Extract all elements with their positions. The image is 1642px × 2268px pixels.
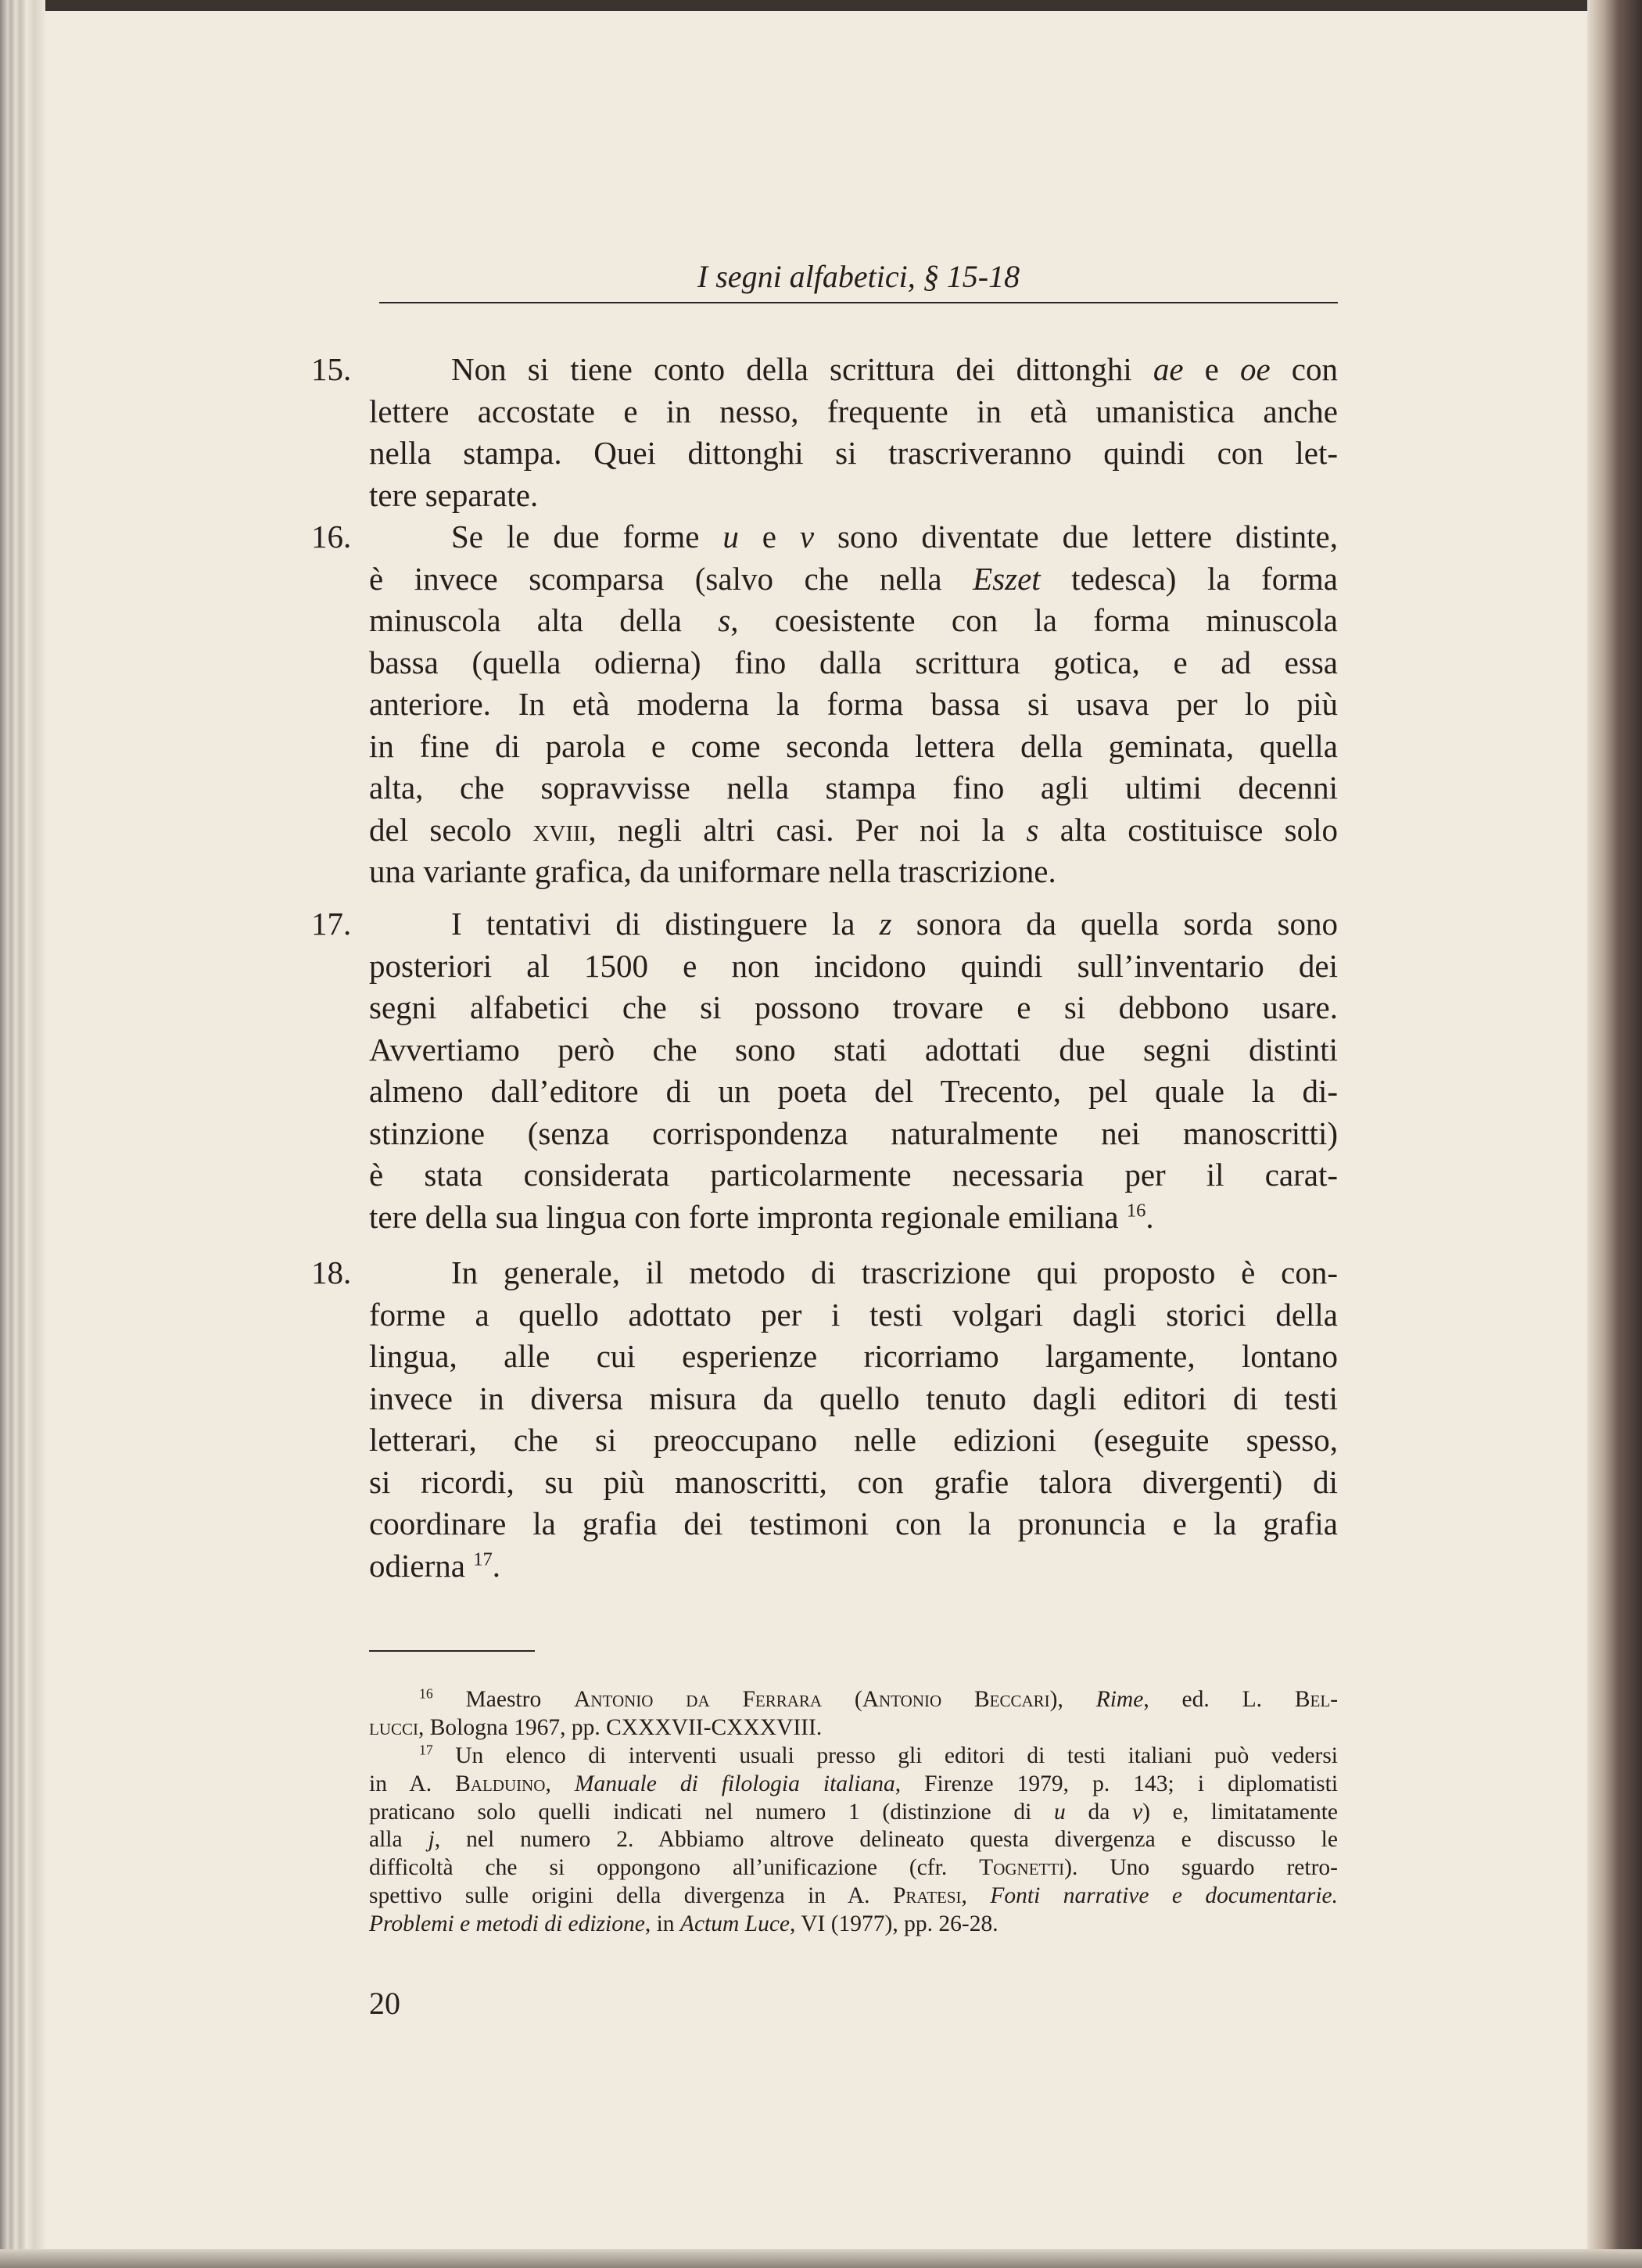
text-line [369,1336,1338,1378]
text-run: spettivo sulle origini della divergenza in A. [369,1882,893,1908]
paragraph-18 [311,1252,1338,1587]
text-run: Actum Luce [679,1911,791,1936]
text-line [369,475,1338,517]
footnote-reference: 17 [473,1548,493,1570]
text-run: bassa (quella odierna) fino dalla scrittura gotica, e ad essa [369,644,1338,680]
text-run: forme a quello adottato per i testi volgari dagli storici della [369,1296,1338,1333]
text-run: letterari, che si preoccupano nelle edizioni (eseguite spesso, [369,1422,1338,1458]
text-run: da [1065,1799,1133,1825]
text-line [369,946,1338,988]
book-binding-right-edge [1587,0,1642,2268]
text-line [369,349,1338,391]
footnote [369,1686,1338,1742]
text-run: e [1183,351,1240,387]
text-run: Eszet [973,560,1041,597]
text-run: v [1132,1799,1143,1825]
text-line [369,1882,1338,1911]
text-run: Problemi e metodi di edizione [369,1911,645,1936]
text-run: lucci [369,1714,418,1740]
text-run: con [1270,351,1338,387]
text-run: ). Uno sguardo retro- [1064,1855,1338,1881]
text-run: coordinare la grafia dei testimoni con la pronuncia e la grafia [369,1505,1338,1541]
text-run: u [722,519,739,554]
text-run: , in [644,1911,680,1936]
text-line [369,1029,1338,1071]
page-number: 20 [369,1986,400,2021]
text-run: in fine di parola e come seconda lettera della geminata, quella [369,727,1338,764]
text-run: difficoltà che si oppongono all’unificazione (cfr. [369,1855,980,1881]
text-run: Manuale di filologia italiana [574,1771,895,1796]
text-run: segni alfabetici che si possono trovare e si debbono usare. [369,989,1338,1025]
footnote-reference: 17 [419,1742,433,1758]
paragraph-17 [311,903,1338,1238]
paragraph-16 [311,516,1339,893]
text-run: è invece scomparsa (salvo che nella [369,560,973,597]
text-line [369,1771,1338,1799]
text-run: in A. [369,1771,456,1796]
text-line [369,642,1338,684]
text-run: minuscola alta della [369,602,719,638]
text-run: ( [822,1687,862,1712]
text-run: ), [1049,1687,1096,1712]
text-line [369,1419,1338,1462]
footnote-rule [369,1650,535,1652]
text-run: Un elenco di interventi usuali presso gli editori di testi italiani può vedersi [432,1743,1338,1768]
text-run: Bel- [1294,1687,1339,1712]
text-line [369,1294,1338,1337]
text-line [369,1503,1338,1545]
text-run: , Bologna 1967, pp. CXXXVII-CXXXVIII. [418,1714,823,1740]
text-run: si ricordi, su più manoscritti, con grafie talora divergenti) di [369,1463,1338,1500]
text-line [369,516,1338,558]
text-run: è stata considerata particolarmente necessaria per il carat- [369,1157,1338,1193]
text-run: Tognetti [979,1855,1065,1881]
text-run: una variante grafica, da uniformare nella trascrizione. [369,853,1056,889]
text-run: Balduino [455,1771,546,1796]
running-head: I segni alfabetici, § 15-18 [697,259,1020,294]
text-run: , negli altri casi. Per noi la [588,811,1027,848]
text-run: Avvertiamo però che sono stati adottati due segni distinti [369,1031,1338,1068]
text-run: , nel numero 2. Abbiamo altrove delineato questa divergenza e discusso le [434,1827,1338,1853]
text-run: s [718,602,731,638]
text-run: . [1145,1198,1154,1235]
text-line [369,767,1338,809]
text-run: tere della sua lingua con forte impronta regionale emiliana [369,1198,1127,1235]
text-run: oe [1239,351,1271,387]
text-run: Se le due forme [451,519,723,554]
text-line [369,1462,1338,1504]
text-line [369,851,1338,893]
text-line [369,391,1338,433]
text-line [369,1854,1338,1882]
paragraph-number: 18. [311,1254,352,1290]
paragraph-15 [311,349,1338,516]
text-line [369,600,1338,642]
text-run: stinzione (senza corrispondenza naturalmente nei manoscritti) [369,1114,1338,1151]
text-run: lettere accostate e in nesso, frequente in età umanistica anche [369,393,1338,429]
text-run: v [799,519,815,554]
text-run: Maestro [432,1687,575,1712]
text-line [369,1378,1338,1420]
text-run: , coesistente con la forma minuscola [730,602,1338,638]
text-run: nella stampa. Quei dittonghi si trascriveranno quindi con let- [369,435,1338,471]
text-run: anteriore. In età moderna la forma bassa si usava per lo più [369,686,1338,722]
text-line [369,1714,1338,1742]
text-run: . [492,1547,501,1584]
text-run: s [1026,811,1039,848]
text-run: , [961,1882,991,1908]
text-run: sonora da quella sorda sono [891,906,1338,942]
text-run: z [879,906,892,942]
text-run: e [738,519,800,554]
text-line [369,1826,1338,1854]
text-line [369,726,1338,768]
text-run: , ed. L. [1143,1687,1295,1712]
paragraph-number: 15. [311,351,352,387]
text-run: ae [1153,351,1184,387]
text-line [369,1154,1338,1197]
text-line [369,1742,1338,1771]
text-line [369,558,1338,601]
paragraph-number: 17. [311,906,352,942]
text-run: alta, che sopravvisse nella stampa fino agli ultimi decenni [369,770,1338,806]
text-run: Antonio Beccari [862,1687,1050,1712]
page-stack-left-edge [0,0,45,2268]
text-line [369,903,1338,946]
footnote [369,1742,1338,1939]
text-run: u [1054,1799,1066,1825]
text-line [369,1252,1338,1294]
text-run: del secolo [369,811,533,848]
text-run: almeno dall’editore di un poeta del Trecento, pel quale la di- [369,1073,1338,1109]
text-line [369,1113,1338,1155]
text-line [369,1545,1338,1588]
text-run: , [545,1771,575,1796]
page-bottom-edge [0,2249,1642,2268]
text-run: , Firenze 1979, p. 143; i diplomatisti [894,1771,1339,1796]
text-line [369,684,1338,726]
text-run: sono diventate due lettere distinte, [814,519,1339,554]
text-run: j [428,1827,435,1853]
text-run: xviii [532,811,589,848]
text-line [369,1686,1338,1714]
text-line [369,1071,1338,1113]
text-run: Rime [1095,1687,1144,1712]
text-run: lingua, alle cui esperienze ricorriamo largamente, lontano [369,1338,1338,1374]
text-run: I tentativi di distinguere la [451,906,880,942]
text-run: , VI (1977), pp. 26-28. [790,1911,998,1936]
text-run: Antonio da Ferrara [574,1687,823,1712]
text-line [369,1197,1338,1239]
text-line [369,432,1338,475]
footnote-reference: 16 [419,1685,433,1702]
text-run: In generale, il metodo di trascrizione qui proposto è con- [451,1254,1338,1290]
text-run: praticano solo quelli indicati nel numero 1 (distinzione di [369,1799,1055,1825]
header-rule [379,302,1338,303]
text-run: ) e, limitatamente [1142,1799,1338,1825]
text-run: alla [369,1827,428,1853]
text-line [369,1911,1338,1939]
text-run: tedesca) la forma [1040,560,1338,597]
text-run: Fonti narrative e documentarie. [990,1882,1339,1908]
text-run: invece in diversa misura da quello tenuto dagli editori di testi [369,1380,1338,1416]
text-run: odierna [369,1547,474,1584]
text-run: alta costituisce solo [1038,811,1338,848]
text-run: Non si tiene conto della scrittura dei dittonghi [451,351,1153,387]
paragraph-number: 16. [311,519,352,554]
text-run: Pratesi [892,1882,962,1908]
text-line [369,1799,1338,1827]
text-line [369,987,1338,1029]
footnote-reference: 16 [1126,1199,1146,1221]
text-line [369,809,1338,852]
text-run: posteriori al 1500 e non incidono quindi sull’inventario dei [369,947,1338,984]
text-run: tere separate. [369,476,539,513]
